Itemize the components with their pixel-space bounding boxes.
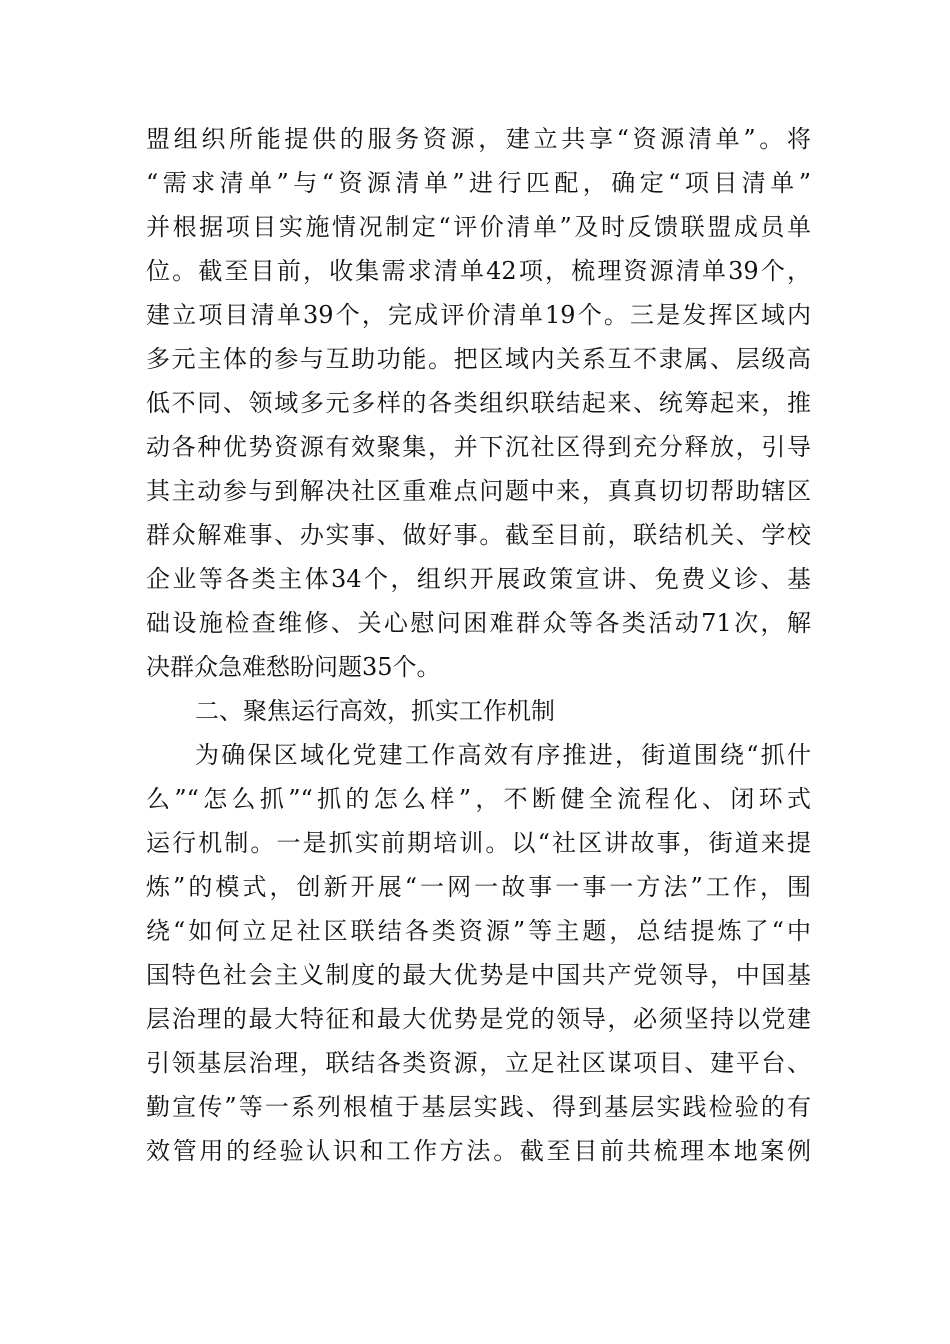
text-line: 运行机制。一是抓实前期培训。以“社区讲故事，街道来提 xyxy=(146,829,811,857)
text-line: 引领基层治理，联结各类资源，立足社区谋项目、建平台、 xyxy=(146,1049,811,1077)
text-line: 绕“如何立足社区联结各类资源”等主题，总结提炼了“中 xyxy=(146,917,811,945)
text-line: 勤宣传”等一系列根植于基层实践、得到基层实践检验的有 xyxy=(146,1093,811,1121)
text-line: 础设施检查维修、关心慰问困难群众等各类活动71次，解 xyxy=(146,609,811,637)
text-line: “需求清单”与“资源清单”进行匹配，确定“项目清单” xyxy=(146,169,811,197)
text-line: 并根据项目实施情况制定“评价清单”及时反馈联盟成员单 xyxy=(146,213,811,241)
text-line: 动各种优势资源有效聚集，并下沉社区得到充分释放，引导 xyxy=(146,433,811,461)
text-line: 盟组织所能提供的服务资源，建立共享“资源清单”。将 xyxy=(146,125,811,153)
text-line: 炼”的模式，创新开展“一网一故事一事一方法”工作，围 xyxy=(146,873,811,901)
text-line: 么”“怎么抓”“抓的怎么样”，不断健全流程化、闭环式 xyxy=(146,785,811,813)
text-line: 多元主体的参与互助功能。把区域内关系互不隶属、层级高 xyxy=(146,345,811,373)
text-line: 层治理的最大特征和最大优势是党的领导，必须坚持以党建 xyxy=(146,1005,811,1033)
text-line: 企业等各类主体34个，组织开展政策宣讲、免费义诊、基 xyxy=(146,565,811,593)
text-line: 低不同、领域多元多样的各类组织联结起来、统筹起来，推 xyxy=(146,389,811,417)
text-line: 建立项目清单39个，完成评价清单19个。三是发挥区域内 xyxy=(146,301,811,329)
text-line: 位。截至目前，收集需求清单42项，梳理资源清单39个， xyxy=(146,257,811,285)
text-line: 效管用的经验认识和工作方法。截至目前共梳理本地案例 xyxy=(146,1137,811,1165)
text-line: 国特色社会主义制度的最大优势是中国共产党领导，中国基 xyxy=(146,961,811,989)
text-line: 其主动参与到解决社区重难点问题中来，真真切切帮助辖区 xyxy=(146,477,811,505)
text-line: 为确保区域化党建工作高效有序推进，街道围绕“抓什 xyxy=(195,741,811,769)
section-heading: 二、聚焦运行高效，抓实工作机制 xyxy=(195,697,555,725)
text-line: 决群众急难愁盼问题35个。 xyxy=(146,653,441,681)
text-line: 群众解难事、办实事、做好事。截至目前，联结机关、学校 xyxy=(146,521,811,549)
